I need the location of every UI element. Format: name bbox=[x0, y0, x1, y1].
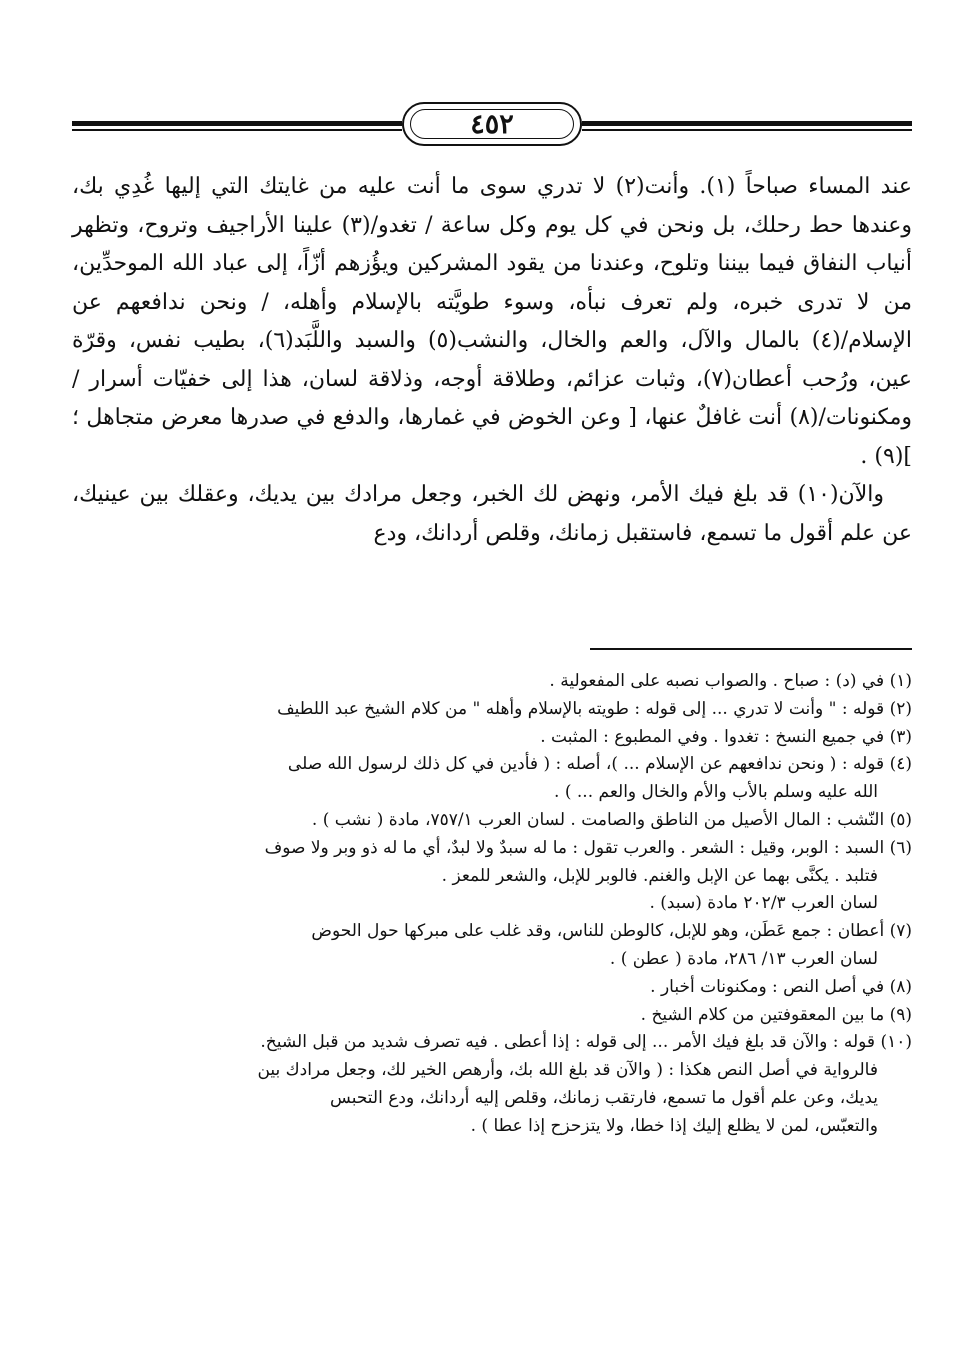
page-number: ٤٥٢ bbox=[470, 108, 514, 140]
footnote-continuation: فالرواية في أصل النص هكذا : ( والآن قد بلغ الله بك، وأرهص الخير لك، وجعل مرادك بين bbox=[257, 1060, 878, 1081]
footnote-text: (١٠) قوله : والآن قد بلغ فيك الأمر ... إلى قوله : إذا أعطى . فيه تصرف شديد من قبل الشيخ. bbox=[260, 1032, 912, 1053]
footnote bbox=[72, 918, 912, 974]
footnote bbox=[72, 668, 912, 696]
rule-thick bbox=[72, 121, 402, 126]
footnote bbox=[72, 696, 912, 724]
main-text bbox=[72, 168, 912, 553]
page-header bbox=[72, 100, 912, 152]
header-rule-left bbox=[72, 121, 402, 132]
footnote-separator bbox=[590, 648, 912, 650]
footnote bbox=[72, 1029, 912, 1140]
footnote-continuation: يديك، وعن علم أقول ما تسمع، فارتقب زمانك، وقلص إليه أردانك، ودع التحبس bbox=[330, 1087, 878, 1108]
footnote-text: (٣) في جميع النسخ : تغدوا . وفي المطبوع : المثبت . bbox=[540, 726, 912, 747]
footnote bbox=[72, 1002, 912, 1030]
rule-thin bbox=[582, 129, 912, 131]
footnote-text: (٦) السبد : الوبر، وقيل : الشعر . والعرب تقول : ما له سبدٌ ولا لبدٌ، أي ما له ذو وبر ولا صوف bbox=[264, 837, 912, 858]
footnote-text: (٥) النّشب : المال الأصيل من الناطق والصامت . لسان العرب ٧٥٧/١، مادة ( نشب ) . bbox=[311, 809, 912, 830]
footnote-continuation: فتلبد . يكنَّى بهما عن الإبل والغنم. فالوبر للإبل، والشعر للمعز . bbox=[441, 865, 878, 886]
footnote-text: (٢) قوله : " وأنت لا تدري ... إلى قوله : طويته بالإسلام وأهله " من كلام الشيخ عبد اللطيف bbox=[277, 698, 912, 719]
footnote-text: (٩) ما بين المعقوفتين من كلام الشيخ . bbox=[640, 1004, 912, 1025]
footnote-continuation: لسان العرب ٢٠٢/٣ مادة (سبد) . bbox=[649, 893, 878, 914]
rule-thin bbox=[72, 129, 402, 131]
footnotes-list bbox=[72, 668, 912, 1141]
footnote-text: (١) في (د) : صباح . والصواب نصبه على المفعولية . bbox=[549, 671, 912, 691]
footnote bbox=[72, 835, 912, 918]
footnote bbox=[72, 807, 912, 835]
footnote-continuation: الله عليه وسلم بالأب والأم والخال والعم ... ) . bbox=[554, 782, 878, 803]
footnote bbox=[72, 724, 912, 752]
footnote bbox=[72, 751, 912, 807]
footnote-text: (٤) قوله : ( ونحن ندافعهم عن الإسلام ... )، أصله : ( فأدين في كل ذلك لرسول الله صلى bbox=[287, 754, 912, 775]
footnote-text: (٧) أعطان : جمع عَطَن، وهو للإبل، كالوطن للناس، وقد غلب على مبركها حول الحوض bbox=[311, 921, 912, 942]
footnote-text: (٨) في أصل النص : ومكنونات أخبار . bbox=[650, 976, 912, 997]
header-rule-right bbox=[582, 121, 912, 132]
footnote bbox=[72, 974, 912, 1002]
main-paragraph-1: عند المساء صباحاً (١). وأنت(٢) لا تدري سوى ما أنت عليه من غايتك التي إليها غُدِي بك، وعندها حط رحلك، بل ونحن في كل يوم وكل ساعة / تغدو/(٣) علينا الأراجيف وتروح، وتظهر أنياب النفاق فيما بيننا وتلوح، وعندنا من يقود المشركين ويؤُزهم أزّاً، إلى عباد الله الموحدِّين، من لا تدرى خبره، ولم تعرف نبأه، وسوء طويَّته بالإسلام وأهله، / ونحن ندافعهم عن الإسلام/(٤) بالمال والآل، والعم والخال، والنشب(٥) والسبد واللَّبَد(٦)، بطيب نفس، وقرّة عين، ورُحب أعطان(٧)، وثبات عزائم، وطلاقة أوجه، وذلاقة لسان، هذا إلى خفيّات أسرار /ومكنونات/(٨) أنت غافلٌ عنها، [ وعن الخوض في غمارها، والدفع في صدرها معرض متجاهل ؛ ](٩) . bbox=[72, 174, 912, 469]
main-paragraph-2: والآن(١٠) قد بلغ فيك الأمر، ونهض لك الخبر، وجعل مرادك بين يديك، وعقلك بين عينيك، عن علم أقول ما تسمع، فاستقبل زمانك، وقلص أردانك، ودع bbox=[72, 482, 912, 546]
rule-thick bbox=[582, 121, 912, 126]
footnote-continuation: والتعبّس، لمن لا يظلع إليك إذا خطا، ولا يتزحزح إذا عطا ) . bbox=[470, 1115, 878, 1136]
footnote-continuation: لسان العرب ١٣/ ٢٨٦، مادة ( عطن ) . bbox=[609, 948, 878, 969]
page-number-frame bbox=[402, 102, 582, 146]
